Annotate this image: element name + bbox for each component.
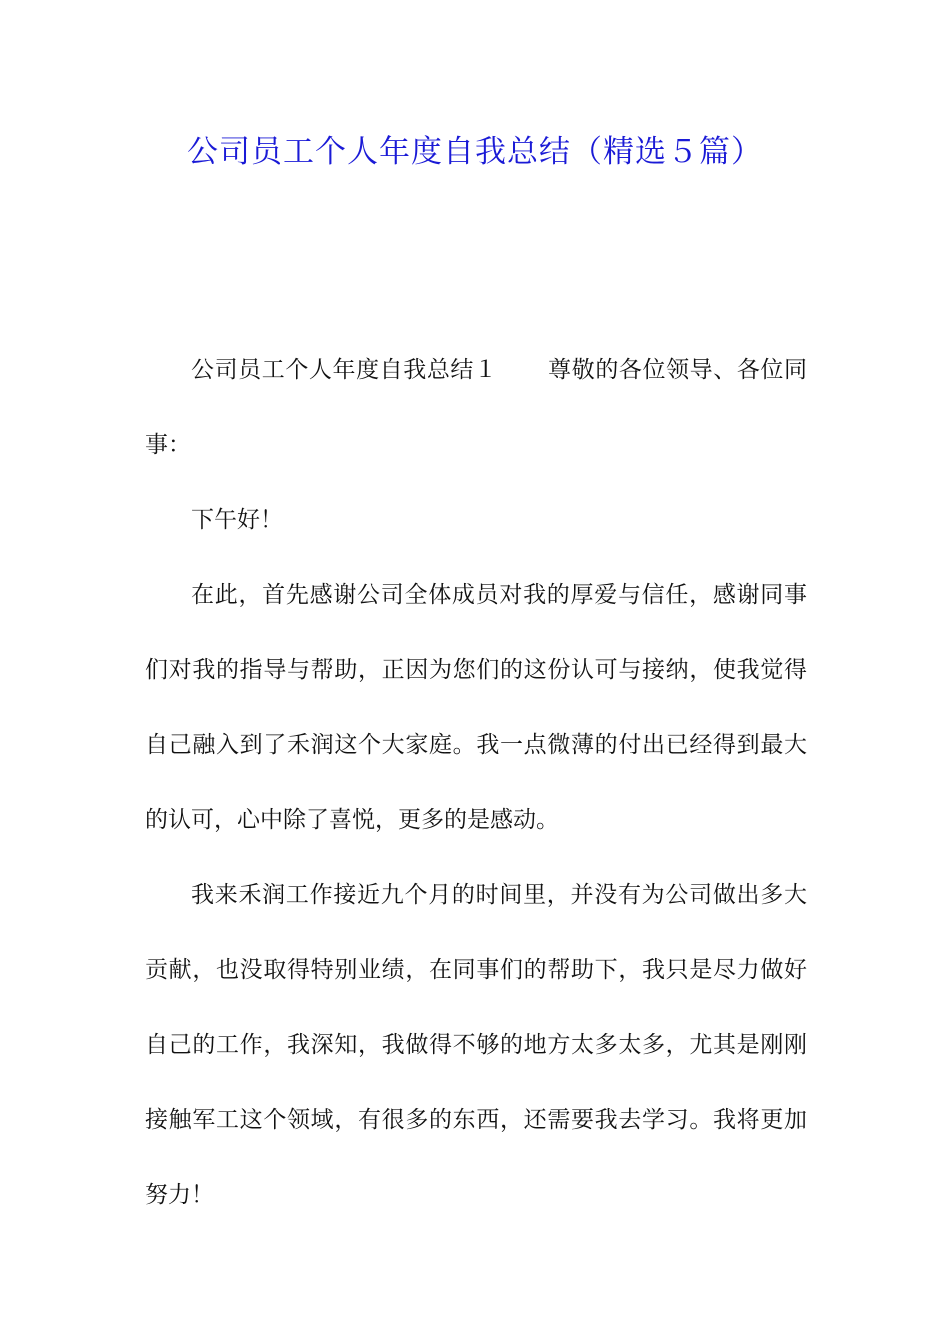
document-title: 公司员工个人年度自我总结（精选５篇） [187, 134, 763, 170]
section-heading: 公司员工个人年度自我总结１ [191, 357, 498, 383]
body-paragraph-1: 在此，首先感谢公司全体成员对我的厚爱与信任，感谢同事们对我的指导与帮助，正因为您们的这份认可与接纳，使我觉得自己融入到了禾润这个大家庭。我一点微薄的付出已经得到最大的认可，心中除了喜悦，更多的是感动。 [145, 582, 807, 833]
opening-paragraph [145, 333, 807, 483]
salutation: 尊敬的各位领导、各位同事： [145, 357, 808, 458]
body-paragraph-2: 我来禾润工作接近九个月的时间里，并没有为公司做出多大贡献，也没取得特别业绩，在同事们的帮助下，我只是尽力做好自己的工作，我深知，我做得不够的地方太多太多，尤其是刚刚接触军工这个领域，有很多的东西，还需要我去学习。我将更加努力！ [145, 882, 807, 1208]
document-body [145, 333, 807, 1233]
greeting: 下午好！ [191, 507, 283, 533]
